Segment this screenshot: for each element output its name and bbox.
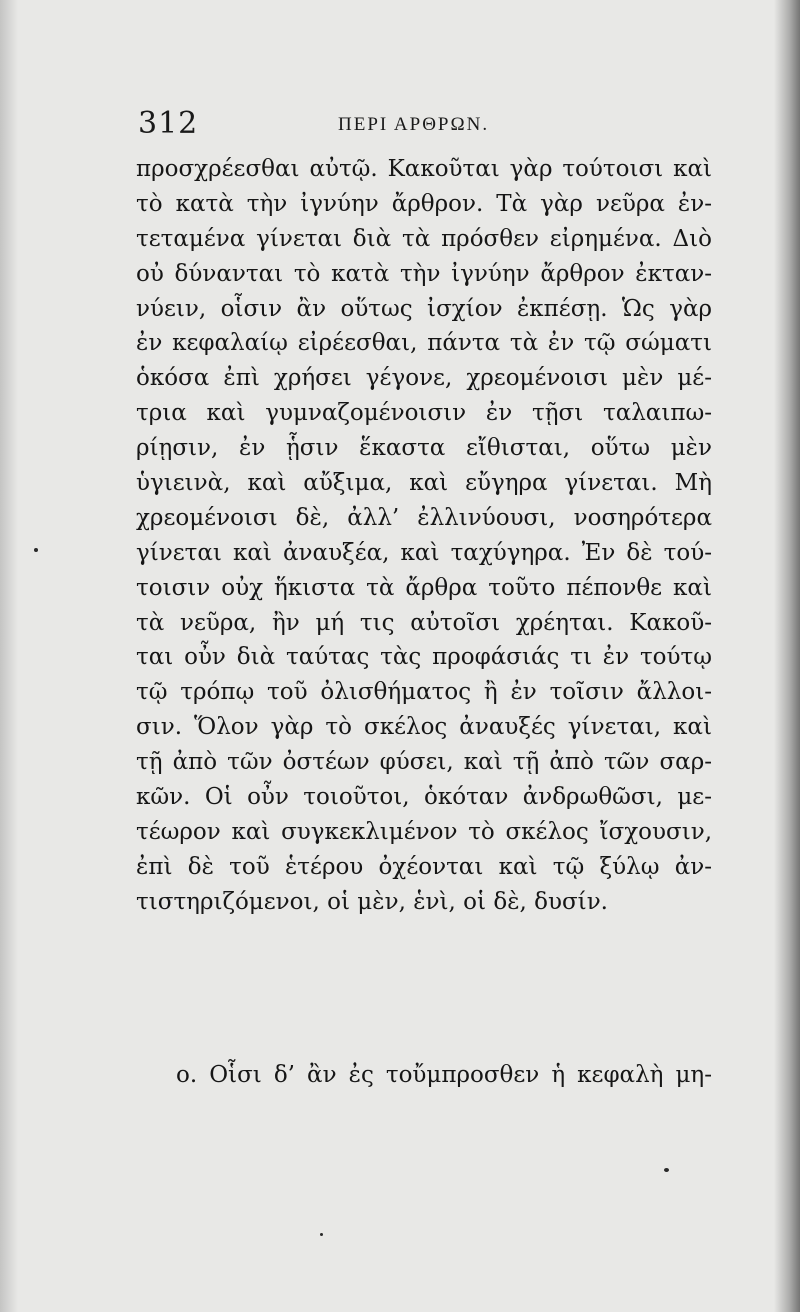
page-header [138,106,708,150]
text-line: ὑγιεινὰ, καὶ αὔξιμα, καὶ εὔγηρα γίνεται. Μὴ [136,470,712,497]
text-line: χρεομένοισι δὲ, ἀλλ’ ἐλλινύουσι, νοσηρότερα [136,504,712,531]
text-line: οὐ δύνανται τὸ κατὰ τὴν ἰγνύην ἄρθρον ἐκταν- [136,260,712,287]
text-line: τιστηριζόμενοι, οἱ μὲν, ἑνὶ, οἱ δὲ, δυσίν. [136,888,608,915]
text-line: σιν. Ὅλον γὰρ τὸ σκέλος ἀναυξές γίνεται, καὶ [136,714,712,741]
text-line: τὰ νεῦρα, ἢν μή τις αὐτοῖσι χρέηται. Κακοῦ- [136,609,712,636]
ink-speck [320,1233,323,1236]
text-line: κῶν. Οἱ οὖν τοιοῦτοι, ὁκόταν ἀνδρωθῶσι, με- [136,784,712,811]
ink-speck [664,1168,669,1172]
running-title: ΠΕΡΙ ΑΡΘΡΩΝ. [338,114,490,135]
next-section-start: ο. Οἷσι δ’ ἂν ἐς τοὔμπροσθεν ἡ κεφαλὴ μη- [176,1062,712,1088]
page-edge-shadow [774,0,800,1312]
text-line: τῷ τρόπῳ τοῦ ὀλισθήματος ἢ ἐν τοῖσιν ἄλλοι- [136,679,712,706]
text-line: τὸ κατὰ τὴν ἰγνύην ἄρθρον. Τὰ γὰρ νεῦρα ἐν- [136,190,712,217]
text-line: ται οὖν διὰ ταύτας τὰς προφάσιάς τι ἐν τούτῳ [136,644,712,671]
text-line: προσχρέεσθαι αὐτῷ. Κακοῦται γὰρ τούτοισι καὶ [136,156,712,182]
text-line: τρια καὶ γυμναζομένοισιν ἐν τῇσι ταλαιπω- [136,400,712,427]
text-line: τεταμένα γίνεται διὰ τὰ πρόσθεν εἰρημένα. Διὸ [136,225,712,252]
ink-speck [34,548,38,552]
page-number: 312 [138,106,199,141]
text-line: τῇ ἀπὸ τῶν ὀστέων φύσει, καὶ τῇ ἀπὸ τῶν σαρ- [136,749,712,776]
text-line: νύειν, οἷσιν ἂν οὕτως ἰσχίον ἐκπέσῃ. Ὡς γὰρ [136,295,712,322]
page-gutter-shadow [0,0,18,1312]
text-line: ἐπὶ δὲ τοῦ ἑτέρου ὀχέονται καὶ τῷ ξύλῳ ἀν- [136,853,712,880]
text-line: ρίῃσιν, ἐν ᾗσιν ἕκαστα εἴθισται, οὕτω μὲν [136,435,712,462]
text-line: γίνεται καὶ ἀναυξέα, καὶ ταχύγηρα. Ἐν δὲ τού- [136,539,712,566]
text-line: ἐν κεφαλαίῳ εἰρέεσθαι, πάντα τὰ ἐν τῷ σώματι [136,330,712,357]
text-line: τοισιν οὐχ ἥκιστα τὰ ἄρθρα τοῦτο πέπονθε καὶ [136,574,712,601]
body-paragraph [136,152,712,920]
text-line: τέωρον καὶ συγκεκλιμένον τὸ σκέλος ἴσχουσιν, [136,818,712,845]
text-line: ὁκόσα ἐπὶ χρήσει γέγονε, χρεομένοισι μὲν μέ- [136,365,712,392]
